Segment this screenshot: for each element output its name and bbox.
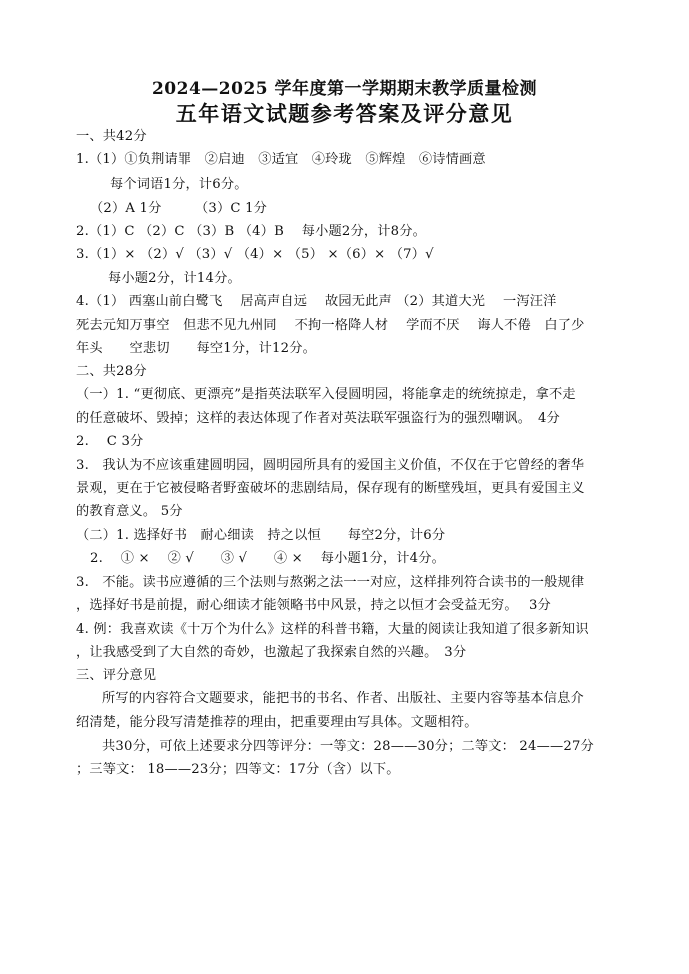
answer-line: ；三等文： 18——23分；四等文：17分（含）以下。	[76, 762, 400, 777]
answer-line: 4.（1） 西塞山前白鹭飞 居高声自远 故园无此声 （2）其道大光 一泻汪洋	[76, 294, 557, 309]
answer-line: 每个词语1分，计6分。	[110, 177, 248, 192]
answer-line: 死去元知万事空 但悲不见九州同 不拘一格降人材 学而不厌 诲人不倦 白了少	[76, 318, 585, 333]
answer-line: 2. C 3分	[76, 434, 144, 449]
answer-line: 2. ① × ② √ ③ √ ④ × 每小题1分，计4分。	[90, 551, 445, 566]
answer-line: 共30分，可依上述要求分四等评分：一等文：28——30分；二等文： 24——27分	[102, 739, 594, 754]
answer-line: 4. 例：我喜欢读《十万个为什么》这样的科普书籍，大量的阅读让我知道了很多新知识	[76, 622, 589, 637]
answer-line: 3.（1）× （2）√ （3）√ （4）× （5） ×（6）× （7）√	[76, 247, 434, 262]
answer-line: ，让我感受到了大自然的奇妙，也激起了我探索自然的兴趣。 3分	[76, 645, 467, 660]
answer-line: 景观，更在于它被侵略者野蛮破坏的悲剧结局，保存现有的断壁残垣，更具有爱国主义	[76, 481, 585, 496]
answer-line: 的教育意义。 5分	[76, 504, 183, 519]
answer-line: （一）1. “更彻底、更漂亮”是指英法联军入侵圆明园，将能拿走的统统掠走，拿不走	[76, 387, 576, 402]
answer-line: 2.（1）C （2）C （3）B （4）B 每小题2分，计8分。	[76, 224, 427, 239]
section-heading: 三、评分意见	[76, 668, 157, 683]
answer-line: （2）A 1分 （3）C 1分	[90, 201, 268, 216]
answer-line: （二）1. 选择好书 耐心细读 持之以恒 每空2分，计6分	[76, 528, 446, 543]
answer-line: 的任意破坏、毁掉；这样的表达体现了作者对英法联军强盗行为的强烈嘲讽。 4分	[76, 411, 560, 426]
answer-line: ，选择好书是前提，耐心细读才能领略书中风景，持之以恒才会受益无穷。 3分	[76, 598, 551, 613]
section-heading: 二、共28分	[76, 364, 147, 379]
document-subtitle: 五年语文试题参考答案及评分意见	[175, 101, 514, 126]
answer-line: 年头 空悲切 每空1分，计12分。	[76, 341, 316, 356]
answer-line: 3. 我认为不应该重建圆明园，圆明园所具有的爱国主义价值，不仅在于它曾经的奢华	[76, 458, 585, 473]
answer-line: 所写的内容符合文题要求，能把书的书名、作者、出版社、主要内容等基本信息介	[102, 691, 584, 706]
document-title: 2024—2025 学年度第一学期期末教学质量检测	[151, 79, 538, 99]
answer-line: 1.（1）①负荆请罪 ②启迪 ③适宜 ④玲珑 ⑤辉煌 ⑥诗情画意	[76, 152, 486, 167]
answer-line: 3. 不能。读书应遵循的三个法则与熬粥之法一一对应，这样排列符合读书的一般规律	[76, 575, 585, 590]
section-heading: 一、共42分	[76, 129, 147, 144]
answer-line: 绍清楚，能分段写清楚推荐的理由，把重要理由写具体。文题相符。	[76, 715, 478, 730]
answer-line: 每小题2分，计14分。	[108, 271, 241, 286]
